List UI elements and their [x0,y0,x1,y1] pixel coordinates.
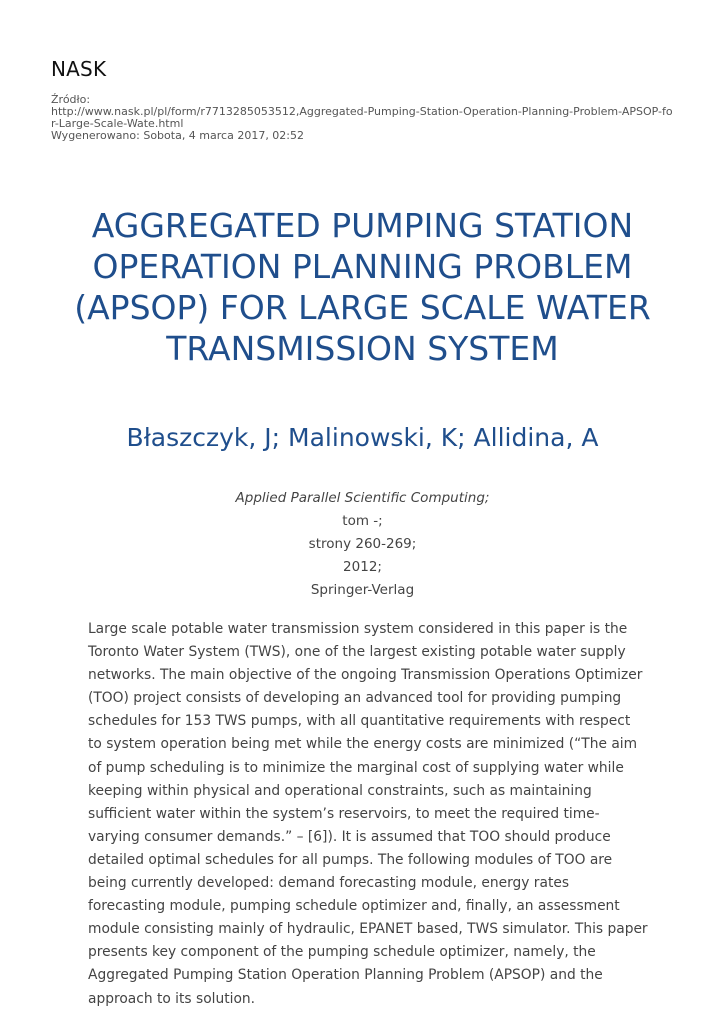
source-url[interactable]: http://www.nask.pl/pl/form/r7713285053512,Aggregated-Pumping-Station-Operation-Planning-Problem-APSOP-for-Large-Scale-Wate.html [51,105,673,130]
citation-block [0,487,725,602]
article-authors: Błaszczyk, J; Malinowski, K; Allidina, A [126,423,599,452]
abstract: Large scale potable water transmission system considered in this paper is the Toronto Water System (TWS), one of the largest existing potable water supply networks. The main objective of the ongoing Transmission Operations Optimizer (TOO) project consists of developing an advanced tool for providing pumping schedules for 153 TWS pumps, with all quantitative requirements with respect to system operation being met while the energy costs are minimized (“The aim of pump scheduling is to minimize the marginal cost of supplying water while keeping within physical and operational constraints, such as maintaining sufficient water within the system’s reservoirs, to meet the required time-varying consumer demands.” – [6]). It is assumed that TOO should produce detailed optimal schedules for all pumps. The following modules of TOO are being currently developed: demand forecasting module, energy rates forecasting module, pumping schedule optimizer and, finally, an assessment module consisting mainly of hydraulic, EPANET based, TWS simulator. This paper presents key component of the pumping schedule optimizer, namely, the Aggregated Pumping Station Operation Planning Problem (APSOP) and the approach to its solution. [88,621,648,1007]
pages: strony 260-269; [308,536,417,552]
source-meta [51,94,676,142]
article-title: AGGREGATED PUMPING STATION OPERATION PLANNING PROBLEM (APSOP) FOR LARGE SCALE WATER TRANSMISSION SYSTEM [74,206,651,368]
brand-name: NASK [51,57,107,81]
volume: tom -; [342,513,383,529]
journal-name: Applied Parallel Scientific Computing; [235,490,490,506]
year: 2012; [343,559,382,575]
publisher: Springer-Verlag [310,582,415,598]
generated-date: Wygenerowano: Sobota, 4 marca 2017, 02:52 [51,129,305,142]
source-label: Źródło: [51,93,91,106]
